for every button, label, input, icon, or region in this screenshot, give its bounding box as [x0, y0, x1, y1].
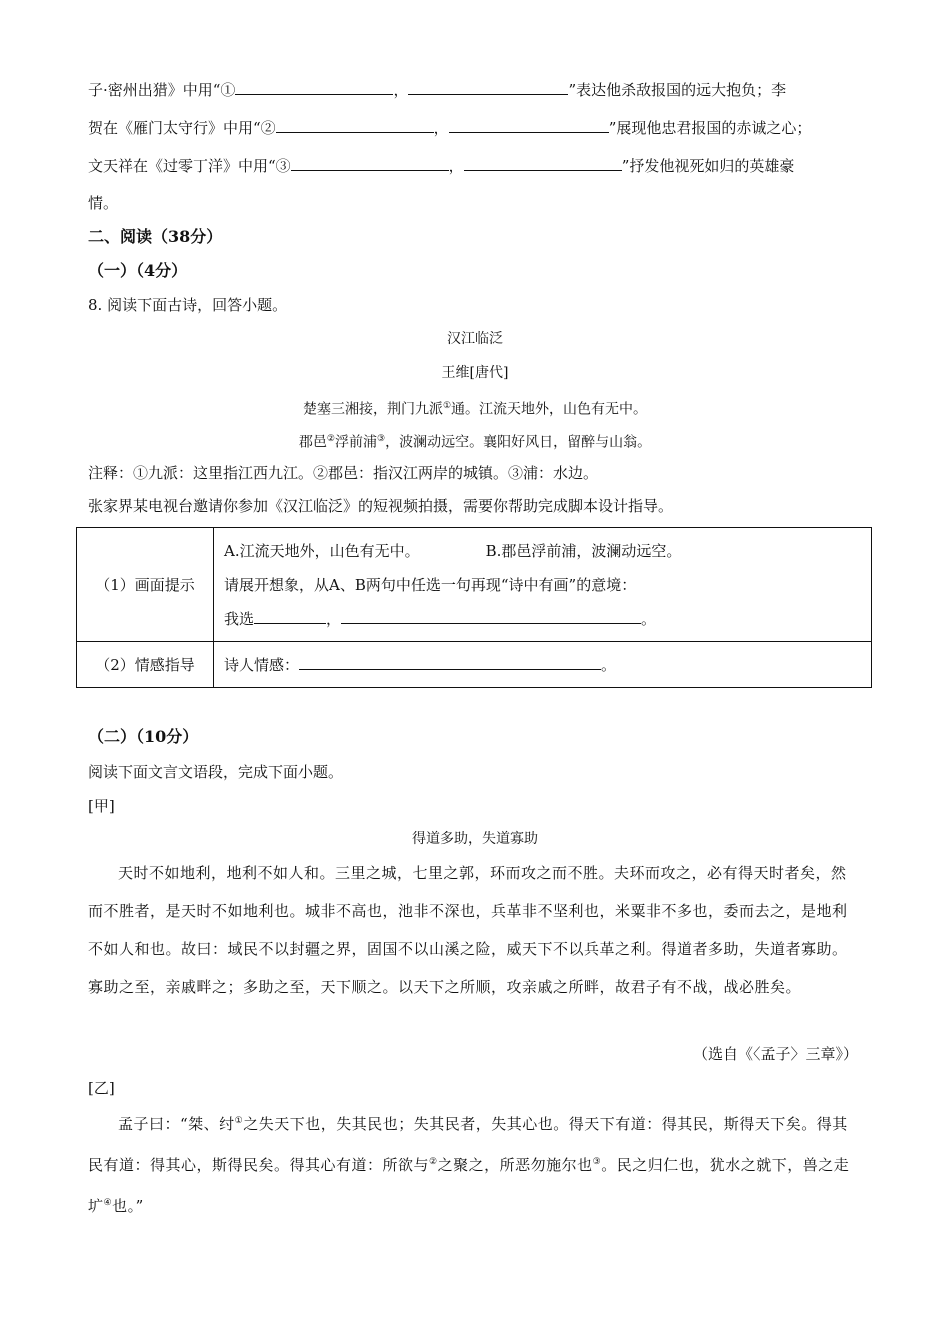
script-guide-table: [76, 527, 872, 688]
part2-title: （二）（10分）: [88, 727, 199, 746]
intro-line-1: [88, 80, 786, 100]
blank-2a[interactable]: [276, 118, 434, 133]
yi-text-part: 孟子曰：“桀、纣: [118, 1115, 235, 1133]
question-8: 8. 阅读下面古诗，回答小题。: [88, 296, 288, 314]
footnote-mark: ③: [592, 1157, 602, 1167]
blank-2b[interactable]: [449, 118, 609, 133]
jia-label: [甲]: [88, 797, 115, 815]
option-a: A.江流天地外，山色有无中。: [224, 541, 420, 560]
options-line: [224, 534, 870, 568]
footnote-mark: ③: [377, 434, 386, 444]
description-blank[interactable]: [341, 609, 641, 624]
poem-line-2: [0, 429, 950, 453]
section-title: 二、阅读（38分）: [88, 227, 223, 246]
row-body-emotion: [214, 642, 872, 688]
blank-1b[interactable]: [408, 80, 568, 95]
blank-3b[interactable]: [464, 156, 622, 171]
emotion-end: 。: [601, 655, 617, 674]
blank-3a[interactable]: [291, 156, 449, 171]
poem-text: 郡邑: [298, 434, 327, 451]
answer-prefix: 我选: [224, 609, 255, 628]
jia-text: 天时不如地利，地利不如人和。三里之城，七里之郭，环而攻之而不胜。夫环而攻之，必有得天时者矣，然而不胜者，是天时不如地利也。城非不高也，池非不深也，兵革非不坚利也，米粟非不多也，委而去之，是地利不如人和也。故曰：域民不以封疆之界，固国不以山溪之险，威天下不以兵革之利。得道者多助，失道者寡助。寡助之至，亲戚畔之；多助之至，天下顺之。以天下之所顺，攻亲戚之所畔，故君子有不战，战必胜矣。: [88, 864, 848, 996]
intro-line-4: 情。: [88, 194, 119, 212]
task-description: 张家界某电视台邀请你参加《汉江临泛》的短视频拍摄，需要你帮助完成脚本设计指导。: [88, 497, 674, 515]
intro-text: ”抒发他视死如归的英雄豪: [621, 157, 795, 175]
footnote-mark: ①: [234, 1116, 244, 1126]
row-label-visual: （1）画面提示: [77, 528, 214, 642]
jia-source: （选自《〈孟子〉三章》）: [692, 1045, 858, 1063]
footnote-mark: ②: [429, 1157, 438, 1167]
yi-text-part: 之失天下也，失其民也；失其民者，失其心也。得天下有道：得其民，斯得天下矣。得其民有道：得其心，斯得民矣。得其心有道：所欲与: [88, 1115, 848, 1174]
intro-text: ”展现他忠君报国的赤诚之心；: [608, 119, 812, 137]
jia-title: 得道多助，失道寡助: [412, 831, 538, 847]
blank-1a[interactable]: [235, 80, 393, 95]
poem-text: ，波澜动远空。襄阳好风日，留醉与山翁。: [385, 434, 652, 451]
choice-blank[interactable]: [254, 609, 326, 624]
footnote-mark: ②: [326, 434, 335, 444]
footnote-mark: ①: [442, 401, 452, 411]
instruction-line: 请展开想象，从A、B两句中任选一句再现“诗中有画”的意境：: [224, 575, 637, 594]
emotion-line: [224, 653, 870, 677]
yi-label: [乙]: [88, 1079, 115, 1097]
poem-author: 王维[唐代]: [441, 365, 509, 381]
intro-text: ，: [448, 157, 464, 175]
poem-text: 浮前浦: [335, 434, 377, 451]
intro-text: ”表达他杀敌报国的远大抱负；李: [568, 81, 787, 99]
part1-title: （一）（4分）: [88, 261, 188, 280]
poem-line-1: [0, 396, 950, 420]
yi-text-part: 之聚之，所恶勿施尔也: [437, 1156, 593, 1174]
poem-title: 汉江临泛: [447, 331, 503, 347]
answer-end: 。: [641, 609, 657, 628]
poem-notes: 注释：①九派：这里指江西九江。②郡邑：指汉江两岸的城镇。③浦：水边。: [88, 464, 599, 482]
answer-sep: ，: [326, 609, 342, 628]
intro-text: ，: [433, 119, 449, 137]
footnote-mark: ④: [103, 1198, 113, 1208]
emotion-prefix: 诗人情感：: [224, 655, 300, 674]
answer-line: [224, 602, 870, 636]
poem-text: 通。江流天地外，山色有无中。: [451, 401, 648, 418]
part2-instruction: 阅读下面文言文语段，完成下面小题。: [88, 763, 344, 781]
intro-text: ，: [393, 81, 409, 99]
table-row: [77, 528, 872, 642]
yi-text: [88, 1102, 858, 1225]
poem-text: 楚塞三湘接，荆门九派: [302, 401, 443, 418]
intro-line-2: [88, 118, 811, 138]
option-b: B.郡邑浮前浦，波澜动远空。: [485, 541, 682, 560]
intro-text: 贺在《雁门太守行》中用“②: [88, 119, 276, 137]
intro-text: 子·密州出猎》中用“①: [88, 81, 236, 99]
intro-line-3: [88, 156, 794, 176]
table-row: [77, 642, 872, 688]
intro-text: 文天祥在《过零丁洋》中用“③: [88, 157, 291, 175]
yi-text-part: 也。”: [112, 1197, 144, 1215]
row-label-emotion: （2）情感指导: [77, 642, 214, 688]
yi-text-part: 。民之归仁也，犹水之就下，兽之走圹: [88, 1156, 850, 1215]
row-body-visual: [214, 528, 872, 642]
emotion-blank[interactable]: [299, 655, 601, 670]
